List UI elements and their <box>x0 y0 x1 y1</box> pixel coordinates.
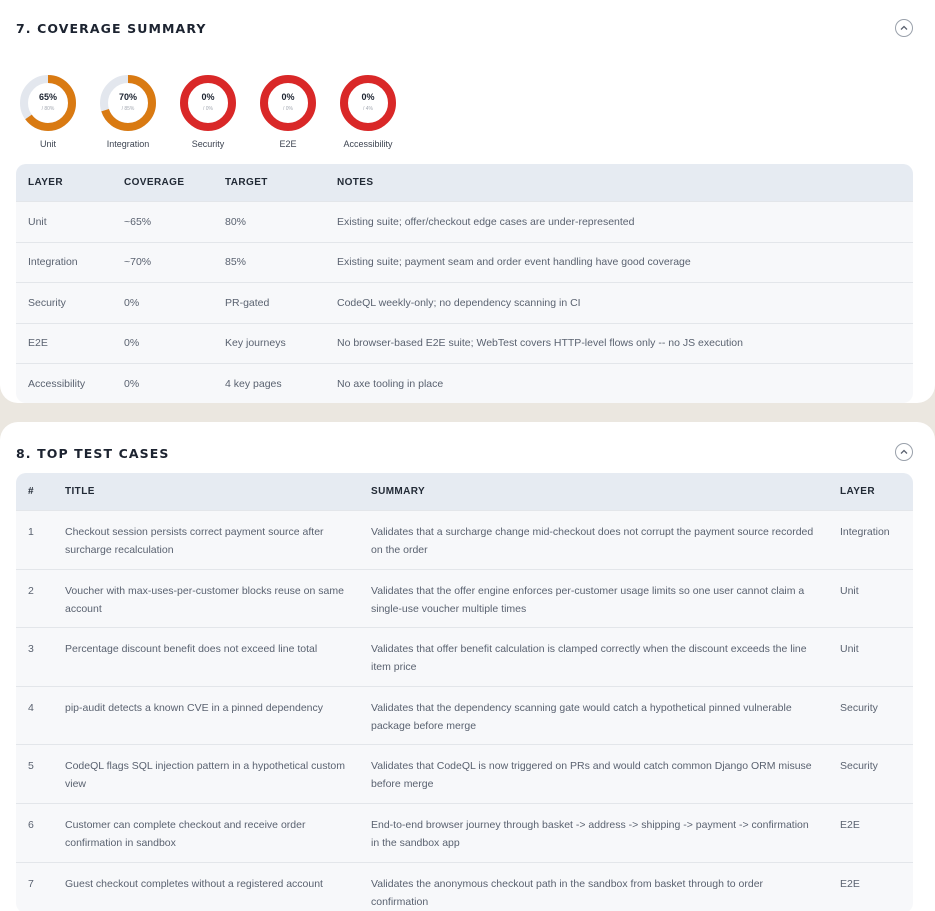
table-row <box>16 569 913 628</box>
cell-title: Customer can complete checkout and receive order confirmation in sandbox <box>65 818 306 849</box>
donut-label: Unit <box>39 139 56 149</box>
cell-number: 6 <box>28 818 34 831</box>
collapse-button[interactable] <box>895 19 913 37</box>
donut-accessibility <box>338 73 398 149</box>
cell-layer: Unit <box>840 584 859 597</box>
test-cases-table <box>16 473 913 911</box>
table-row <box>16 510 913 569</box>
donut-percent: 0% <box>201 92 215 102</box>
col-target: TARGET <box>225 177 268 188</box>
donut-target: / 85% <box>121 106 135 112</box>
cell-layer: E2E <box>840 818 860 831</box>
donut-ring <box>338 73 398 133</box>
cell-target: 85% <box>225 256 247 269</box>
table-row <box>16 862 913 911</box>
cell-coverage: 0% <box>124 296 140 309</box>
cell-layer: E2E <box>28 337 48 350</box>
cell-title: Checkout session persists correct payment source after surcharge recalculation <box>65 526 324 556</box>
table-header <box>16 164 913 201</box>
donut-ring <box>258 73 318 133</box>
col-coverage: COVERAGE <box>124 177 185 188</box>
cell-target: 80% <box>225 215 247 228</box>
donut-percent: 65% <box>38 92 57 102</box>
donut-e2e <box>258 73 318 149</box>
cell-number: 5 <box>28 760 34 773</box>
section-title: 7. COVERAGE SUMMARY <box>16 21 207 36</box>
table-row <box>16 282 913 323</box>
cell-notes: CodeQL weekly-only; no dependency scanning in CI <box>337 296 581 309</box>
table-row <box>16 323 913 364</box>
cell-coverage: 0% <box>124 377 140 390</box>
cell-title: Voucher with max-uses-per-customer blocks reuse on same account <box>65 584 344 615</box>
chevron-up-icon <box>899 447 909 457</box>
chevron-up-icon <box>899 23 909 33</box>
cell-summary: End-to-end browser journey through basket -> address -> shipping -> payment -> confirmation in the sandbox app <box>371 818 809 849</box>
cell-layer: E2E <box>840 877 860 890</box>
col-number: # <box>28 486 34 497</box>
col-notes: NOTES <box>337 177 374 188</box>
donut-target: / 80% <box>41 106 55 112</box>
col-layer: LAYER <box>840 486 875 497</box>
cell-layer: Accessibility <box>28 377 86 390</box>
donut-ring <box>18 73 78 133</box>
coverage-table <box>16 164 913 403</box>
cell-target: Key journeys <box>225 337 286 350</box>
cell-summary: Validates that the offer engine enforces per-customer usage limits so one user cannot claim a single-use voucher multiple times <box>371 584 805 615</box>
table-row <box>16 803 913 862</box>
cell-layer: Security <box>840 701 878 714</box>
cell-title: CodeQL flags SQL injection pattern in a hypothetical custom view <box>65 760 345 791</box>
donut-label: E2E <box>279 139 297 149</box>
donut-label: Integration <box>106 139 150 149</box>
cell-summary: Validates that a surcharge change mid-checkout does not corrupt the payment source recorded on the order <box>371 526 814 556</box>
donut-label: Accessibility <box>343 139 393 149</box>
col-title: TITLE <box>65 486 95 497</box>
cell-number: 7 <box>28 877 34 890</box>
table-row <box>16 627 913 686</box>
cell-number: 1 <box>28 526 34 538</box>
cell-notes: Existing suite; offer/checkout edge cases are under-represented <box>337 215 635 228</box>
cell-number: 3 <box>28 643 34 656</box>
cell-summary: Validates that offer benefit calculation is clamped correctly when the discount exceeds the line item price <box>371 643 807 674</box>
cell-title: Guest checkout completes without a registered account <box>65 877 323 890</box>
cell-number: 4 <box>28 701 34 714</box>
donut-security <box>178 73 238 149</box>
donut-target: / 0% <box>282 106 293 112</box>
donut-integration <box>98 73 158 149</box>
donut-unit <box>18 73 78 149</box>
cell-layer: Integration <box>840 526 890 538</box>
cell-notes: Existing suite; payment seam and order event handling have good coverage <box>337 256 691 269</box>
table-row <box>16 363 913 403</box>
donut-label: Security <box>191 139 225 149</box>
col-layer: LAYER <box>28 177 63 188</box>
cell-title: pip-audit detects a known CVE in a pinned dependency <box>65 701 324 714</box>
table-row <box>16 242 913 283</box>
cell-summary: Validates that CodeQL is now triggered on PRs and would catch common Django ORM misuse before merge <box>371 760 812 791</box>
cell-coverage: ~70% <box>124 256 152 269</box>
table-row <box>16 201 913 242</box>
col-summary: SUMMARY <box>371 486 426 497</box>
table-row <box>16 744 913 803</box>
cell-layer: Unit <box>840 643 859 656</box>
cell-title: Percentage discount benefit does not exceed line total <box>65 643 318 656</box>
cell-summary: Validates the anonymous checkout path in the sandbox from basket through to order confirmation <box>371 877 764 908</box>
coverage-donuts <box>18 73 438 158</box>
cell-target: PR-gated <box>225 296 270 309</box>
donut-ring <box>178 73 238 133</box>
cell-coverage: 0% <box>124 337 140 350</box>
donut-percent: 0% <box>281 92 295 102</box>
table-header <box>16 473 913 510</box>
cell-coverage: ~65% <box>124 215 152 228</box>
cell-layer: Integration <box>28 256 78 269</box>
cell-notes: No browser-based E2E suite; WebTest covers HTTP-level flows only -- no JS execution <box>337 337 743 350</box>
collapse-button[interactable] <box>895 443 913 461</box>
cell-layer: Security <box>840 760 878 773</box>
cell-layer: Unit <box>28 215 47 228</box>
donut-percent: 0% <box>361 92 375 102</box>
table-row <box>16 686 913 745</box>
donut-ring <box>98 73 158 133</box>
cell-notes: No axe tooling in place <box>337 377 444 390</box>
donut-target: / 4% <box>362 106 373 112</box>
cell-summary: Validates that the dependency scanning gate would catch a hypothetical pinned vulnerable package before merge <box>371 701 792 732</box>
cell-layer: Security <box>28 296 66 309</box>
donut-percent: 70% <box>118 92 137 102</box>
donut-target: / 0% <box>202 106 213 112</box>
cell-target: 4 key pages <box>225 377 282 390</box>
section-title: 8. TOP TEST CASES <box>16 446 170 461</box>
cell-number: 2 <box>28 584 34 597</box>
